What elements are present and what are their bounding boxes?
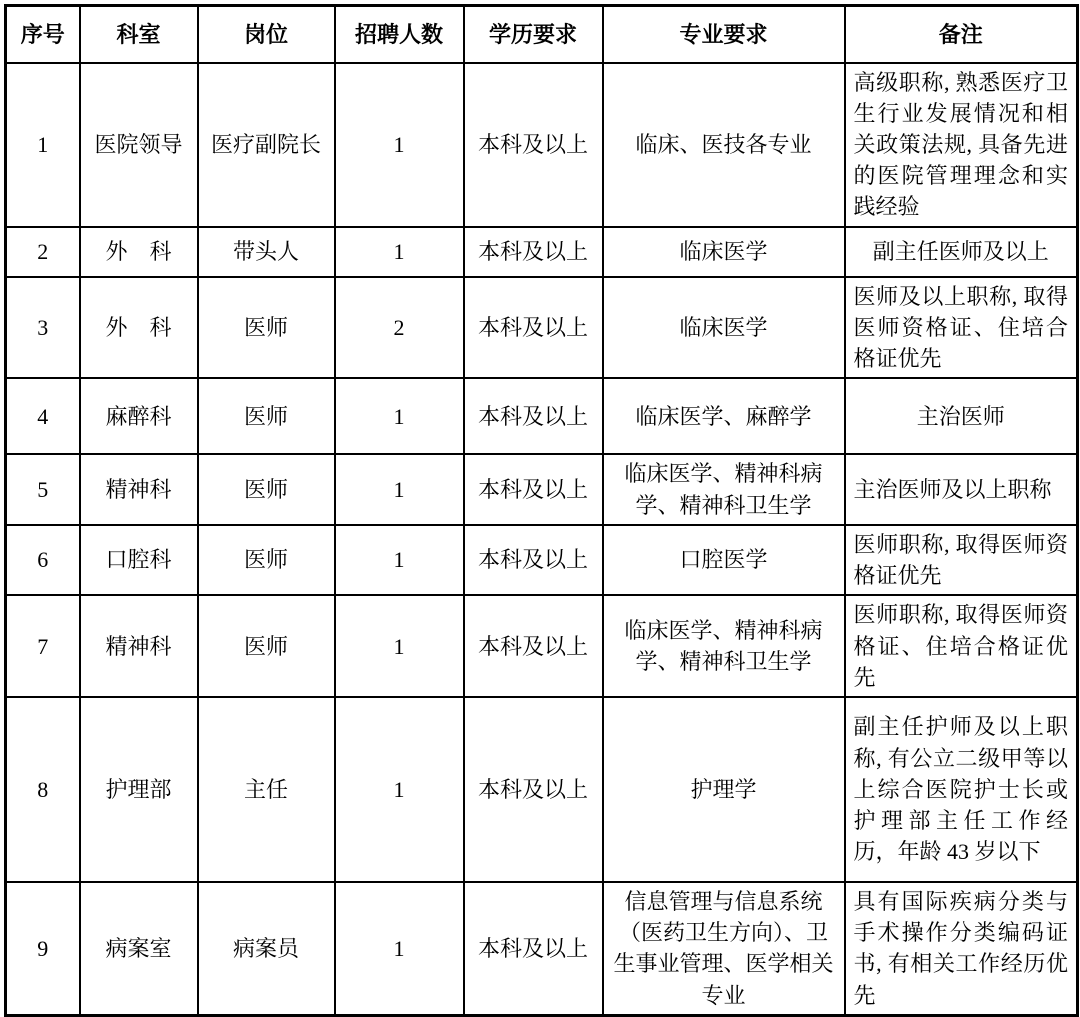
- cell-no: 2: [6, 227, 80, 277]
- cell-post: 医师: [198, 277, 335, 379]
- cell-count: 1: [335, 454, 464, 524]
- cell-count: 1: [335, 595, 464, 697]
- cell-major: 临床医学、麻醉学: [603, 378, 845, 454]
- cell-dept: 麻醉科: [80, 378, 198, 454]
- cell-note: 具有国际疾病分类与手术操作分类编码证书, 有相关工作经历优先: [845, 882, 1078, 1015]
- cell-count: 1: [335, 697, 464, 882]
- column-header-no: 序号: [6, 6, 80, 63]
- table-row: [6, 378, 1078, 454]
- cell-post: 医师: [198, 454, 335, 524]
- cell-major: 临床医学: [603, 277, 845, 379]
- column-header-dept: 科室: [80, 6, 198, 63]
- cell-major: 口腔医学: [603, 525, 845, 595]
- cell-major: 护理学: [603, 697, 845, 882]
- cell-edu: 本科及以上: [464, 595, 603, 697]
- table-row: [6, 277, 1078, 379]
- table-row: [6, 525, 1078, 595]
- cell-dept: 护理部: [80, 697, 198, 882]
- cell-post: 医师: [198, 525, 335, 595]
- cell-post: 病案员: [198, 882, 335, 1015]
- column-header-edu: 学历要求: [464, 6, 603, 63]
- header-row: [6, 6, 1078, 63]
- cell-major: 临床、医技各专业: [603, 63, 845, 227]
- cell-major: 临床医学、精神科病学、精神科卫生学: [603, 454, 845, 524]
- cell-edu: 本科及以上: [464, 227, 603, 277]
- cell-major: 临床医学、精神科病学、精神科卫生学: [603, 595, 845, 697]
- cell-post: 医师: [198, 595, 335, 697]
- cell-note: 高级职称, 熟悉医疗卫生行业发展情况和相关政策法规, 具备先进的医院管理理念和实践经验: [845, 63, 1078, 227]
- cell-no: 5: [6, 454, 80, 524]
- cell-dept: 病案室: [80, 882, 198, 1015]
- cell-count: 1: [335, 882, 464, 1015]
- cell-note: 副主任医师及以上: [845, 227, 1078, 277]
- cell-edu: 本科及以上: [464, 697, 603, 882]
- cell-edu: 本科及以上: [464, 882, 603, 1015]
- cell-edu: 本科及以上: [464, 454, 603, 524]
- cell-no: 3: [6, 277, 80, 379]
- column-header-post: 岗位: [198, 6, 335, 63]
- table-row: [6, 882, 1078, 1015]
- column-header-major: 专业要求: [603, 6, 845, 63]
- cell-note: 医师职称, 取得医师资格证、住培合格证优先: [845, 595, 1078, 697]
- cell-note: 副主任护师及以上职称, 有公立二级甲等以上综合医院护士长或护理部主任工作经历，年龄 43 岁以下: [845, 697, 1078, 882]
- cell-post: 主任: [198, 697, 335, 882]
- cell-dept: 医院领导: [80, 63, 198, 227]
- cell-count: 1: [335, 525, 464, 595]
- cell-edu: 本科及以上: [464, 525, 603, 595]
- cell-major: 信息管理与信息系统（医药卫生方向）、卫生事业管理、医学相关专业: [603, 882, 845, 1015]
- cell-edu: 本科及以上: [464, 63, 603, 227]
- table-row: [6, 454, 1078, 524]
- cell-no: 8: [6, 697, 80, 882]
- cell-note: 主治医师及以上职称: [845, 454, 1078, 524]
- cell-note: 医师职称, 取得医师资格证优先: [845, 525, 1078, 595]
- cell-count: 1: [335, 63, 464, 227]
- cell-no: 1: [6, 63, 80, 227]
- table-row: [6, 697, 1078, 882]
- cell-no: 6: [6, 525, 80, 595]
- column-header-count: 招聘人数: [335, 6, 464, 63]
- table-row: [6, 227, 1078, 277]
- cell-note: 主治医师: [845, 378, 1078, 454]
- recruitment-table: [4, 4, 1079, 1017]
- cell-dept: 外 科: [80, 227, 198, 277]
- cell-note: 医师及以上职称, 取得医师资格证、住培合格证优先: [845, 277, 1078, 379]
- column-header-note: 备注: [845, 6, 1078, 63]
- cell-dept: 精神科: [80, 454, 198, 524]
- cell-no: 7: [6, 595, 80, 697]
- cell-dept: 外 科: [80, 277, 198, 379]
- table-row: [6, 63, 1078, 227]
- cell-no: 9: [6, 882, 80, 1015]
- cell-count: 1: [335, 227, 464, 277]
- table-body: [6, 63, 1078, 1016]
- cell-dept: 精神科: [80, 595, 198, 697]
- cell-dept: 口腔科: [80, 525, 198, 595]
- cell-no: 4: [6, 378, 80, 454]
- table-row: [6, 595, 1078, 697]
- cell-edu: 本科及以上: [464, 277, 603, 379]
- cell-post: 医师: [198, 378, 335, 454]
- cell-count: 2: [335, 277, 464, 379]
- cell-major: 临床医学: [603, 227, 845, 277]
- cell-post: 医疗副院长: [198, 63, 335, 227]
- cell-count: 1: [335, 378, 464, 454]
- cell-post: 带头人: [198, 227, 335, 277]
- cell-edu: 本科及以上: [464, 378, 603, 454]
